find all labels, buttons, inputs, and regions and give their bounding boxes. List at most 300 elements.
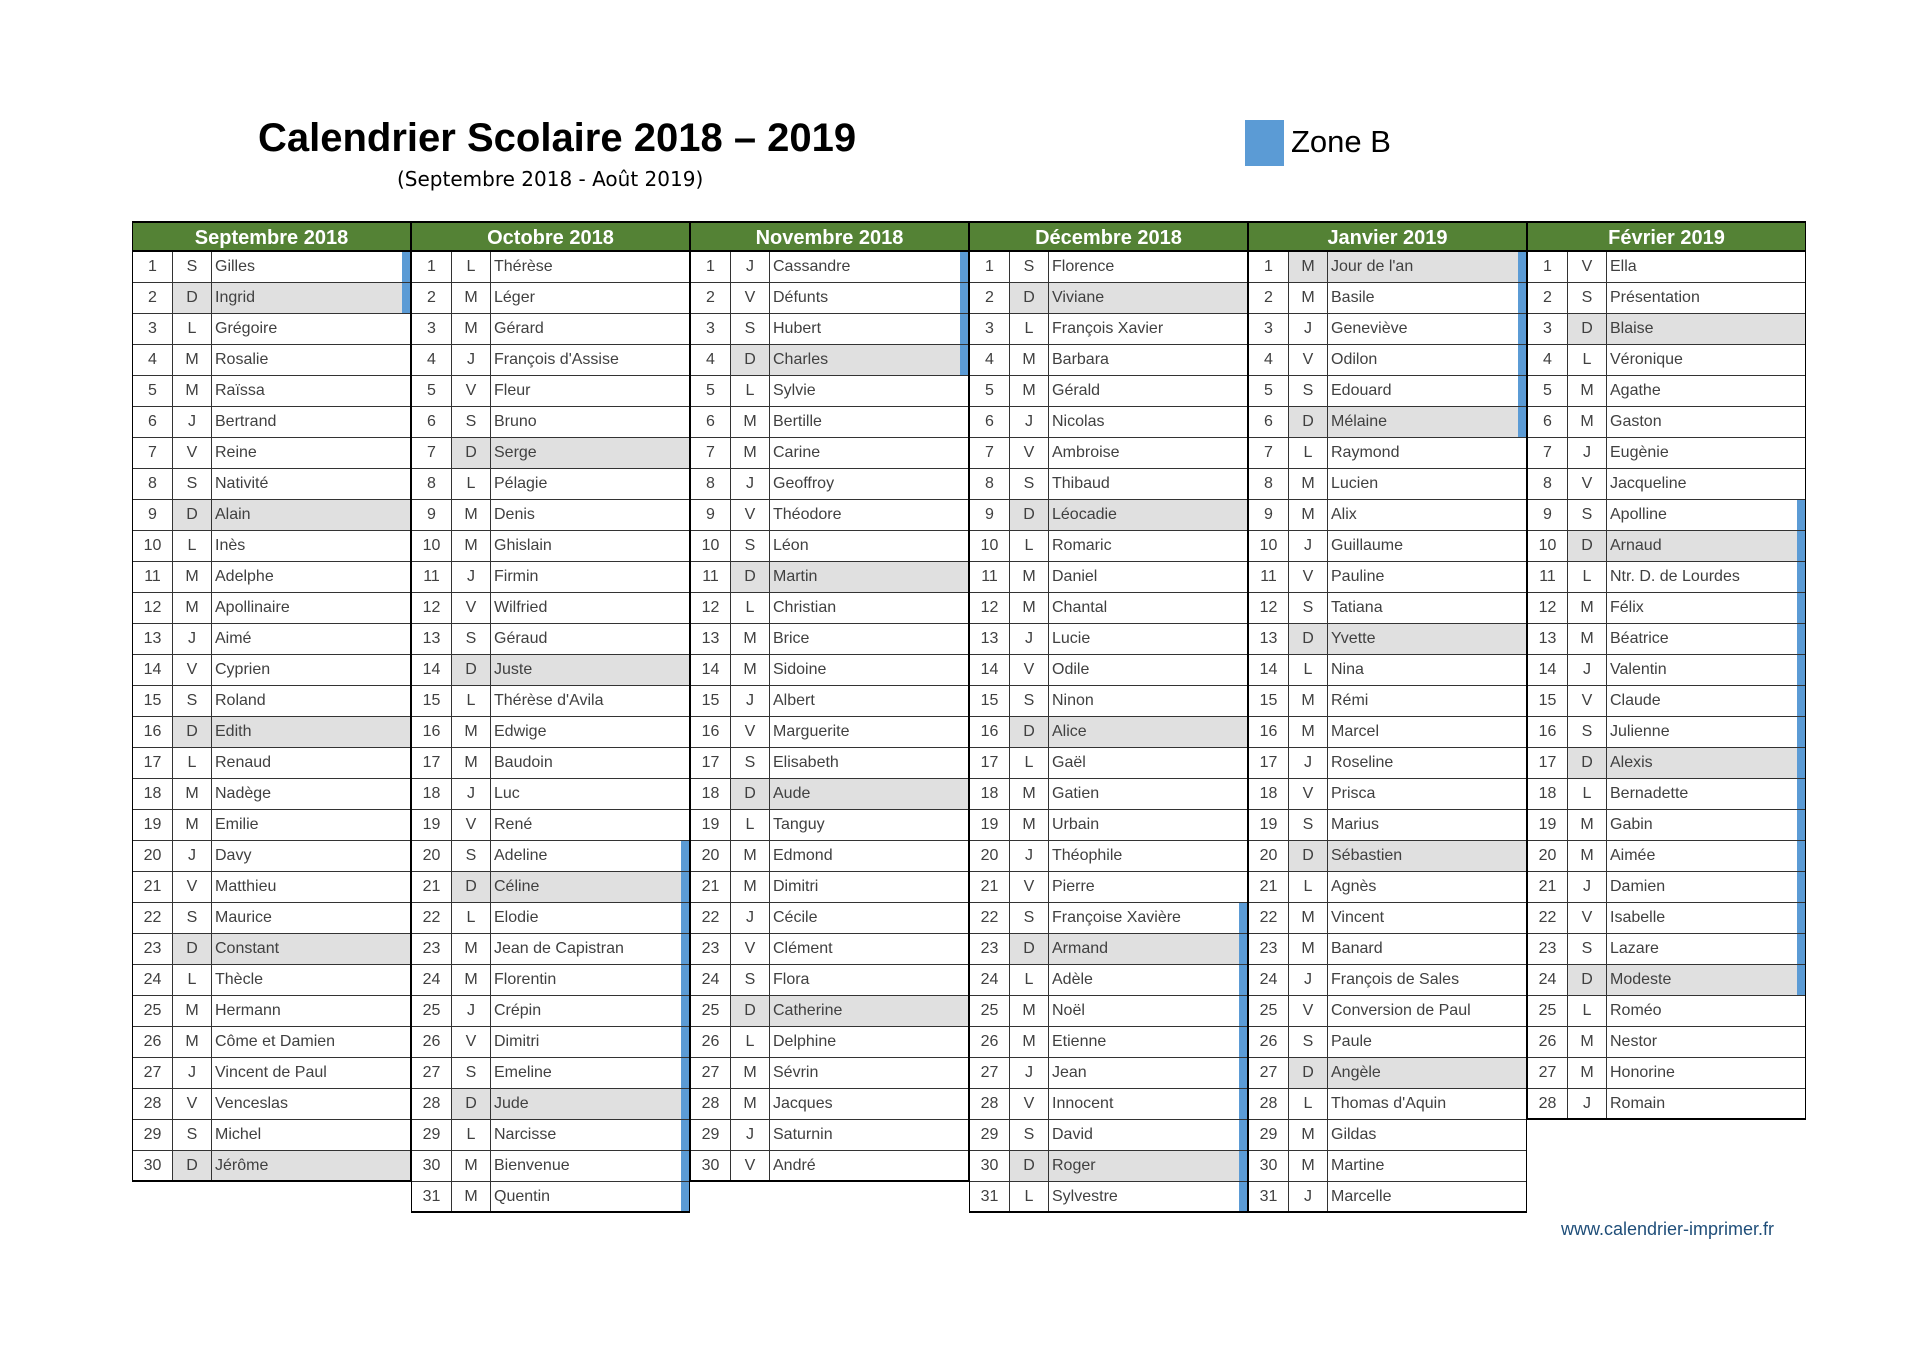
day-number: 27 <box>133 1058 173 1088</box>
day-weekday: S <box>1568 934 1607 964</box>
day-row <box>970 1058 1247 1089</box>
day-weekday: L <box>731 1027 770 1057</box>
day-weekday: V <box>731 500 770 530</box>
day-number: 6 <box>133 407 173 437</box>
day-row <box>1528 314 1805 345</box>
day-row <box>412 562 689 593</box>
day-number: 4 <box>412 345 452 375</box>
saint-name: Pauline <box>1331 568 1385 585</box>
day-weekday: M <box>731 841 770 871</box>
saint-name: Pierre <box>1052 878 1095 895</box>
day-weekday: V <box>452 593 491 623</box>
saint-name: Nicolas <box>1052 413 1105 430</box>
day-weekday: S <box>1010 686 1049 716</box>
saint-name: Aimé <box>215 630 252 647</box>
day-row <box>133 283 410 314</box>
saint-name: Elisabeth <box>773 754 839 771</box>
day-row <box>1249 376 1526 407</box>
page-subtitle: (Septembre 2018 - Août 2019) <box>397 167 704 191</box>
saint-name: Roméo <box>1610 1002 1662 1019</box>
saint-name: André <box>773 1157 816 1174</box>
day-number: 22 <box>691 903 731 933</box>
holiday-marker <box>1797 655 1805 685</box>
saint-name: Elodie <box>494 909 539 926</box>
holiday-marker <box>1239 934 1247 964</box>
day-row <box>691 252 968 283</box>
day-number: 23 <box>1528 934 1568 964</box>
day-row <box>691 531 968 562</box>
day-weekday: V <box>173 438 212 468</box>
day-row <box>1249 748 1526 779</box>
day-weekday: M <box>452 1151 491 1181</box>
day-weekday: V <box>1010 655 1049 685</box>
day-weekday: M <box>1289 903 1328 933</box>
saint-name: Guillaume <box>1331 537 1404 554</box>
day-row <box>1528 1089 1805 1120</box>
day-weekday: L <box>452 252 491 282</box>
day-row <box>970 965 1247 996</box>
day-row <box>412 1120 689 1151</box>
day-weekday: L <box>1568 345 1607 375</box>
day-number: 18 <box>133 779 173 809</box>
day-weekday: M <box>1568 376 1607 406</box>
day-number: 22 <box>1249 903 1289 933</box>
day-weekday: L <box>173 314 212 344</box>
day-number: 27 <box>1249 1058 1289 1088</box>
saint-name: Bernadette <box>1610 785 1689 802</box>
day-number: 20 <box>691 841 731 871</box>
saint-name: Reine <box>215 444 257 461</box>
day-weekday: J <box>1568 872 1607 902</box>
day-weekday: S <box>173 1120 212 1150</box>
day-number: 19 <box>412 810 452 840</box>
day-number: 10 <box>1249 531 1289 561</box>
day-weekday: D <box>452 1089 491 1119</box>
day-row <box>133 934 410 965</box>
day-row <box>412 686 689 717</box>
saint-name: Apolline <box>1610 506 1667 523</box>
day-number: 14 <box>1249 655 1289 685</box>
saint-name: Véronique <box>1610 351 1683 368</box>
day-weekday: D <box>731 562 770 592</box>
day-number: 5 <box>1528 376 1568 406</box>
saint-name: Nina <box>1331 661 1364 678</box>
saint-name: Dimitri <box>494 1033 540 1050</box>
month-header: Novembre 2018 <box>690 221 969 252</box>
day-weekday: J <box>1568 1089 1607 1118</box>
holiday-marker <box>1239 1027 1247 1057</box>
day-number: 17 <box>1528 748 1568 778</box>
holiday-marker <box>681 996 689 1026</box>
day-weekday: M <box>452 1182 491 1211</box>
saint-name: Thérèse <box>494 258 553 275</box>
day-weekday: D <box>173 500 212 530</box>
day-weekday: M <box>452 531 491 561</box>
saint-name: Hermann <box>215 1002 281 1019</box>
day-row <box>1528 562 1805 593</box>
day-weekday: J <box>731 469 770 499</box>
saint-name: Luc <box>494 785 520 802</box>
day-number: 15 <box>970 686 1010 716</box>
day-weekday: S <box>1568 283 1607 313</box>
day-row <box>412 438 689 469</box>
day-weekday: D <box>173 1151 212 1180</box>
day-number: 8 <box>1528 469 1568 499</box>
day-weekday: D <box>1568 314 1607 344</box>
day-weekday: D <box>452 655 491 685</box>
day-row <box>412 593 689 624</box>
day-number: 25 <box>133 996 173 1026</box>
saint-name: Cassandre <box>773 258 851 275</box>
saint-name: François Xavier <box>1052 320 1164 337</box>
day-weekday: J <box>173 624 212 654</box>
day-weekday: L <box>731 593 770 623</box>
saint-name: Innocent <box>1052 1095 1114 1112</box>
day-weekday: L <box>1289 1089 1328 1119</box>
saint-name: Mélaine <box>1328 407 1526 437</box>
day-number: 29 <box>1249 1120 1289 1150</box>
saint-name: Cyprien <box>215 661 271 678</box>
saint-name: Wilfried <box>494 599 548 616</box>
day-row <box>691 593 968 624</box>
holiday-marker <box>1239 1182 1247 1211</box>
day-weekday: D <box>1568 965 1607 995</box>
day-number: 21 <box>1528 872 1568 902</box>
day-number: 20 <box>970 841 1010 871</box>
day-weekday: S <box>1568 717 1607 747</box>
day-row <box>133 717 410 748</box>
holiday-marker <box>1797 531 1805 561</box>
saint-name: Venceslas <box>215 1095 288 1112</box>
day-number: 2 <box>1249 283 1289 313</box>
holiday-marker <box>960 283 968 313</box>
day-weekday: J <box>731 1120 770 1150</box>
day-number: 27 <box>691 1058 731 1088</box>
day-row <box>1528 903 1805 934</box>
holiday-marker <box>1239 1089 1247 1119</box>
day-weekday: J <box>452 345 491 375</box>
saint-name: Nativité <box>215 475 269 492</box>
saint-name: Davy <box>215 847 252 864</box>
day-number: 8 <box>1249 469 1289 499</box>
day-number: 29 <box>133 1120 173 1150</box>
saint-name: Gatien <box>1052 785 1100 802</box>
page-title: Calendrier Scolaire 2018 – 2019 <box>258 116 857 160</box>
saint-name: Armand <box>1049 934 1247 964</box>
day-number: 21 <box>133 872 173 902</box>
day-number: 7 <box>691 438 731 468</box>
day-number: 2 <box>970 283 1010 313</box>
day-weekday: S <box>452 624 491 654</box>
saint-name: Sébastien <box>1328 841 1526 871</box>
saint-name: Sévrin <box>773 1064 819 1081</box>
day-weekday: M <box>1010 345 1049 375</box>
day-weekday: V <box>731 1151 770 1180</box>
saint-name: Côme et Damien <box>215 1033 336 1050</box>
day-row <box>691 345 968 376</box>
day-row <box>1249 810 1526 841</box>
saint-name: Julienne <box>1610 723 1670 740</box>
day-number: 5 <box>133 376 173 406</box>
day-weekday: V <box>452 810 491 840</box>
saint-name: Raymond <box>1331 444 1400 461</box>
day-row <box>970 438 1247 469</box>
month-days <box>969 252 1248 1213</box>
website-link[interactable]: www.calendrier-imprimer.fr <box>1561 1219 1775 1239</box>
day-number: 22 <box>1528 903 1568 933</box>
saint-name: Damien <box>1610 878 1666 895</box>
saint-name: Claude <box>1610 692 1661 709</box>
day-number: 8 <box>412 469 452 499</box>
day-row <box>1528 624 1805 655</box>
day-number: 15 <box>1528 686 1568 716</box>
day-number: 16 <box>1249 717 1289 747</box>
saint-name: Thècle <box>215 971 264 988</box>
day-row <box>412 624 689 655</box>
month-header: Septembre 2018 <box>132 221 411 252</box>
day-number: 9 <box>1249 500 1289 530</box>
saint-name: Lazare <box>1610 940 1659 957</box>
day-row <box>1528 686 1805 717</box>
day-row <box>133 1151 410 1182</box>
saint-name: Catherine <box>770 996 968 1026</box>
day-number: 18 <box>691 779 731 809</box>
day-weekday: J <box>452 562 491 592</box>
day-row <box>412 314 689 345</box>
day-weekday: V <box>1568 903 1607 933</box>
holiday-marker <box>1518 283 1526 313</box>
day-row <box>691 562 968 593</box>
holiday-marker <box>681 965 689 995</box>
day-row <box>133 562 410 593</box>
saint-name: Inès <box>215 537 246 554</box>
day-weekday: L <box>731 376 770 406</box>
day-row <box>1528 748 1805 779</box>
day-number: 17 <box>1249 748 1289 778</box>
day-weekday: D <box>1010 283 1049 313</box>
holiday-marker <box>1239 903 1247 933</box>
day-row <box>691 810 968 841</box>
day-row <box>1528 934 1805 965</box>
day-number: 1 <box>970 252 1010 282</box>
day-row <box>970 1151 1247 1182</box>
day-number: 24 <box>1528 965 1568 995</box>
saint-name: Gildas <box>1331 1126 1377 1143</box>
day-number: 9 <box>133 500 173 530</box>
day-weekday: M <box>1010 996 1049 1026</box>
day-number: 10 <box>970 531 1010 561</box>
month-days <box>1248 252 1527 1213</box>
day-weekday: M <box>1289 717 1328 747</box>
day-number: 6 <box>412 407 452 437</box>
day-weekday: D <box>1010 934 1049 964</box>
day-row <box>970 252 1247 283</box>
day-weekday: S <box>731 965 770 995</box>
holiday-marker <box>1797 593 1805 623</box>
day-row <box>970 779 1247 810</box>
day-number: 28 <box>1528 1089 1568 1118</box>
holiday-marker <box>1518 252 1526 282</box>
day-number: 23 <box>1249 934 1289 964</box>
day-row <box>412 1151 689 1182</box>
day-weekday: M <box>452 965 491 995</box>
day-row <box>970 593 1247 624</box>
saint-name: Aimée <box>1610 847 1656 864</box>
day-weekday: S <box>173 252 212 282</box>
day-number: 11 <box>691 562 731 592</box>
holiday-marker <box>1239 1151 1247 1181</box>
day-weekday: V <box>173 872 212 902</box>
saint-name: Daniel <box>1052 568 1098 585</box>
saint-name: Jean <box>1052 1064 1087 1081</box>
day-weekday: M <box>1010 779 1049 809</box>
day-number: 28 <box>970 1089 1010 1119</box>
day-number: 18 <box>412 779 452 809</box>
day-weekday: L <box>452 686 491 716</box>
day-row <box>970 283 1247 314</box>
saint-name: Géraud <box>494 630 548 647</box>
day-number: 14 <box>412 655 452 685</box>
holiday-marker <box>1239 1058 1247 1088</box>
saint-name: Pélagie <box>494 475 548 492</box>
saint-name: Martin <box>770 562 968 592</box>
day-number: 18 <box>1528 779 1568 809</box>
day-number: 21 <box>970 872 1010 902</box>
day-weekday: M <box>1010 593 1049 623</box>
saint-name: Jacques <box>773 1095 833 1112</box>
day-number: 25 <box>970 996 1010 1026</box>
day-number: 7 <box>970 438 1010 468</box>
saint-name: Tanguy <box>773 816 825 833</box>
day-weekday: M <box>1568 841 1607 871</box>
day-row <box>412 345 689 376</box>
day-weekday: S <box>1010 1120 1049 1150</box>
saint-name: Rosalie <box>215 351 269 368</box>
day-weekday: V <box>1568 686 1607 716</box>
day-row <box>133 748 410 779</box>
day-row <box>1249 531 1526 562</box>
day-weekday: L <box>1568 779 1607 809</box>
saint-name: Edith <box>212 717 410 747</box>
holiday-marker <box>1797 965 1805 995</box>
day-number: 15 <box>412 686 452 716</box>
day-weekday: D <box>173 283 212 313</box>
day-row <box>133 624 410 655</box>
day-row <box>412 810 689 841</box>
saint-name: Alexis <box>1607 748 1805 778</box>
day-row <box>1528 779 1805 810</box>
holiday-marker <box>1518 407 1526 437</box>
saint-name: Thomas d'Aquin <box>1331 1095 1447 1112</box>
saint-name: Cécile <box>773 909 818 926</box>
day-weekday: M <box>173 1027 212 1057</box>
saint-name: Rémi <box>1331 692 1369 709</box>
day-weekday: V <box>731 283 770 313</box>
saint-name: Geoffroy <box>773 475 835 492</box>
day-number: 26 <box>1249 1027 1289 1057</box>
day-weekday: L <box>1010 965 1049 995</box>
saint-name: Albert <box>773 692 815 709</box>
day-number: 16 <box>691 717 731 747</box>
saint-name: Alain <box>212 500 410 530</box>
day-row <box>133 438 410 469</box>
day-number: 17 <box>133 748 173 778</box>
day-weekday: M <box>173 593 212 623</box>
day-row <box>970 996 1247 1027</box>
saint-name: Nestor <box>1610 1033 1658 1050</box>
day-number: 23 <box>970 934 1010 964</box>
day-number: 19 <box>1249 810 1289 840</box>
day-weekday: S <box>452 407 491 437</box>
saint-name: Céline <box>491 872 689 902</box>
day-row <box>970 872 1247 903</box>
day-number: 12 <box>1528 593 1568 623</box>
day-weekday: S <box>1010 903 1049 933</box>
day-row <box>970 531 1247 562</box>
day-row <box>133 252 410 283</box>
day-row <box>691 1058 968 1089</box>
day-row <box>1528 283 1805 314</box>
holiday-marker <box>960 314 968 344</box>
saint-name: Tatiana <box>1331 599 1383 616</box>
saint-name: Vincent de Paul <box>215 1064 327 1081</box>
day-number: 2 <box>133 283 173 313</box>
day-number: 8 <box>133 469 173 499</box>
day-weekday: M <box>1568 624 1607 654</box>
holiday-marker <box>681 1120 689 1150</box>
day-weekday: J <box>173 1058 212 1088</box>
day-weekday: J <box>452 779 491 809</box>
day-row <box>970 810 1247 841</box>
day-row <box>1249 469 1526 500</box>
day-number: 19 <box>970 810 1010 840</box>
day-weekday: L <box>1010 314 1049 344</box>
day-row <box>970 1027 1247 1058</box>
day-row <box>691 903 968 934</box>
day-number: 7 <box>133 438 173 468</box>
saint-name: Adelphe <box>215 568 274 585</box>
saint-name: Ghislain <box>494 537 552 554</box>
day-weekday: S <box>731 531 770 561</box>
day-row <box>412 1182 689 1213</box>
day-row <box>970 903 1247 934</box>
day-row <box>1528 810 1805 841</box>
day-weekday: V <box>1289 779 1328 809</box>
day-weekday: V <box>1289 345 1328 375</box>
day-weekday: L <box>173 748 212 778</box>
saint-name: Brice <box>773 630 810 647</box>
day-number: 21 <box>412 872 452 902</box>
holiday-marker <box>681 1058 689 1088</box>
day-number: 10 <box>1528 531 1568 561</box>
saint-name: Aude <box>770 779 968 809</box>
saint-name: Noël <box>1052 1002 1085 1019</box>
day-number: 20 <box>133 841 173 871</box>
day-number: 27 <box>1528 1058 1568 1088</box>
day-row <box>133 1058 410 1089</box>
day-number: 16 <box>412 717 452 747</box>
saint-name: Isabelle <box>1610 909 1666 926</box>
day-number: 14 <box>691 655 731 685</box>
saint-name: Martine <box>1331 1157 1385 1174</box>
saint-name: Emeline <box>494 1064 552 1081</box>
day-weekday: L <box>1010 1182 1049 1211</box>
day-number: 26 <box>133 1027 173 1057</box>
day-weekday: L <box>731 810 770 840</box>
day-number: 11 <box>970 562 1010 592</box>
day-weekday: J <box>731 252 770 282</box>
day-row <box>691 748 968 779</box>
